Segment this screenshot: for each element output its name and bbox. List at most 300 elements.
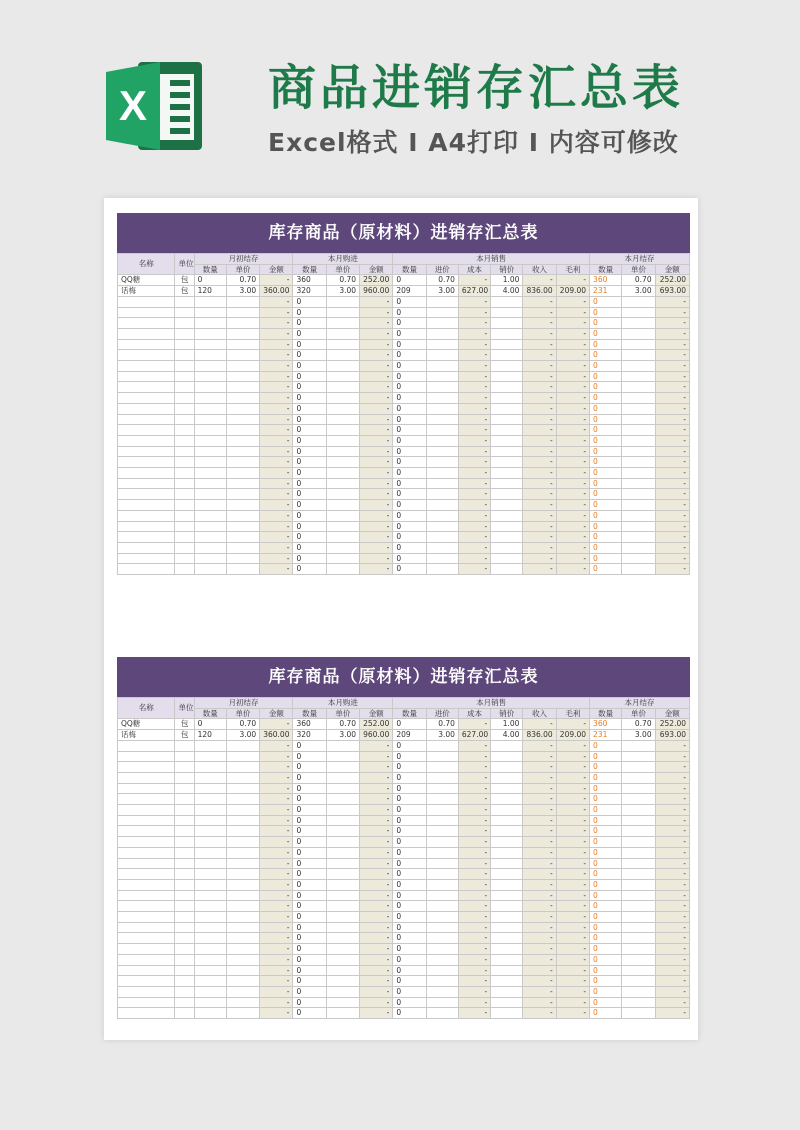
table-cell[interactable]: [118, 944, 175, 955]
table-cell[interactable]: -: [523, 879, 556, 890]
table-cell[interactable]: -: [360, 318, 393, 329]
table-cell[interactable]: 0: [393, 740, 426, 751]
table-cell[interactable]: -: [523, 890, 556, 901]
table-cell[interactable]: [226, 457, 259, 468]
table-cell[interactable]: -: [556, 869, 589, 880]
table-cell[interactable]: -: [523, 772, 556, 783]
table-cell[interactable]: -: [556, 783, 589, 794]
table-cell[interactable]: [194, 837, 226, 848]
table-cell[interactable]: [426, 553, 458, 564]
table-cell[interactable]: [175, 296, 194, 307]
table-cell[interactable]: [326, 901, 359, 912]
table-cell[interactable]: 1.00: [491, 719, 523, 730]
table-cell[interactable]: [426, 954, 458, 965]
table-cell[interactable]: -: [523, 478, 556, 489]
table-cell[interactable]: -: [523, 965, 556, 976]
table-cell[interactable]: -: [260, 328, 293, 339]
table-cell[interactable]: 252.00: [655, 275, 689, 286]
table-cell[interactable]: -: [523, 944, 556, 955]
table-cell[interactable]: [118, 393, 175, 404]
table-cell[interactable]: -: [360, 965, 393, 976]
table-cell[interactable]: -: [523, 922, 556, 933]
table-cell[interactable]: [175, 847, 194, 858]
table-cell[interactable]: -: [556, 553, 589, 564]
table-cell[interactable]: [226, 553, 259, 564]
table-cell[interactable]: 0: [393, 944, 426, 955]
table-cell[interactable]: -: [655, 307, 689, 318]
table-cell[interactable]: [491, 847, 523, 858]
table-cell[interactable]: 0: [293, 361, 326, 372]
table-cell[interactable]: [426, 532, 458, 543]
table-cell[interactable]: 836.00: [523, 286, 556, 297]
table-cell[interactable]: -: [360, 361, 393, 372]
table-cell[interactable]: [226, 403, 259, 414]
table-cell[interactable]: -: [458, 858, 490, 869]
table-cell[interactable]: 0: [293, 307, 326, 318]
table-cell[interactable]: -: [458, 890, 490, 901]
table-cell[interactable]: [194, 478, 226, 489]
table-cell[interactable]: -: [360, 772, 393, 783]
table-cell[interactable]: -: [260, 425, 293, 436]
table-cell[interactable]: [426, 403, 458, 414]
table-cell[interactable]: 包: [175, 719, 194, 730]
table-cell[interactable]: 0: [293, 371, 326, 382]
table-cell[interactable]: [194, 965, 226, 976]
table-cell[interactable]: 0: [590, 805, 622, 816]
table-cell[interactable]: -: [360, 954, 393, 965]
table-cell[interactable]: -: [458, 772, 490, 783]
table-cell[interactable]: 话梅: [118, 286, 175, 297]
table-cell[interactable]: -: [556, 997, 589, 1008]
table-cell[interactable]: -: [458, 901, 490, 912]
table-cell[interactable]: [426, 901, 458, 912]
table-cell[interactable]: 话梅: [118, 730, 175, 741]
table-cell[interactable]: [622, 296, 655, 307]
table-cell[interactable]: [194, 307, 226, 318]
table-cell[interactable]: [326, 922, 359, 933]
table-cell[interactable]: [326, 805, 359, 816]
table-cell[interactable]: [194, 944, 226, 955]
table-cell[interactable]: -: [360, 339, 393, 350]
table-cell[interactable]: 360: [590, 275, 622, 286]
table-cell[interactable]: -: [556, 318, 589, 329]
table-cell[interactable]: [426, 762, 458, 773]
table-cell[interactable]: -: [458, 794, 490, 805]
table-cell[interactable]: -: [260, 751, 293, 762]
table-cell[interactable]: [226, 740, 259, 751]
table-cell[interactable]: -: [523, 510, 556, 521]
table-cell[interactable]: -: [458, 805, 490, 816]
table-cell[interactable]: [326, 837, 359, 848]
table-cell[interactable]: [226, 382, 259, 393]
table-cell[interactable]: -: [655, 425, 689, 436]
table-cell[interactable]: 0: [590, 922, 622, 933]
table-cell[interactable]: 0: [393, 500, 426, 511]
table-cell[interactable]: 0: [393, 318, 426, 329]
table-cell[interactable]: [175, 986, 194, 997]
table-cell[interactable]: 0: [393, 954, 426, 965]
table-cell[interactable]: [622, 414, 655, 425]
table-cell[interactable]: -: [556, 393, 589, 404]
table-cell[interactable]: 0: [293, 912, 326, 923]
table-cell[interactable]: 0: [590, 553, 622, 564]
table-cell[interactable]: [426, 794, 458, 805]
table-cell[interactable]: [326, 478, 359, 489]
table-cell[interactable]: [326, 361, 359, 372]
table-cell[interactable]: [326, 740, 359, 751]
table-cell[interactable]: [326, 435, 359, 446]
table-cell[interactable]: [194, 751, 226, 762]
table-cell[interactable]: [118, 976, 175, 987]
table-cell[interactable]: 0: [293, 805, 326, 816]
table-cell[interactable]: -: [458, 350, 490, 361]
table-cell[interactable]: -: [360, 815, 393, 826]
table-cell[interactable]: [194, 532, 226, 543]
table-cell[interactable]: [326, 954, 359, 965]
table-cell[interactable]: 0: [393, 965, 426, 976]
table-cell[interactable]: [491, 954, 523, 965]
table-cell[interactable]: [118, 350, 175, 361]
table-cell[interactable]: 0: [590, 837, 622, 848]
table-cell[interactable]: -: [458, 564, 490, 575]
table-cell[interactable]: -: [260, 393, 293, 404]
table-cell[interactable]: -: [556, 933, 589, 944]
table-cell[interactable]: [118, 489, 175, 500]
table-cell[interactable]: [426, 922, 458, 933]
table-cell[interactable]: 0: [293, 869, 326, 880]
table-cell[interactable]: 0.70: [226, 719, 259, 730]
table-cell[interactable]: -: [523, 328, 556, 339]
table-cell[interactable]: -: [360, 944, 393, 955]
table-cell[interactable]: [194, 858, 226, 869]
table-cell[interactable]: -: [655, 965, 689, 976]
table-cell[interactable]: [622, 815, 655, 826]
table-cell[interactable]: -: [655, 478, 689, 489]
table-cell[interactable]: -: [260, 382, 293, 393]
table-cell[interactable]: 0: [293, 879, 326, 890]
table-cell[interactable]: QQ糖: [118, 275, 175, 286]
table-cell[interactable]: [118, 521, 175, 532]
table-cell[interactable]: -: [523, 762, 556, 773]
table-cell[interactable]: [226, 350, 259, 361]
table-cell[interactable]: [226, 564, 259, 575]
table-cell[interactable]: [226, 933, 259, 944]
table-cell[interactable]: -: [458, 500, 490, 511]
table-cell[interactable]: -: [260, 478, 293, 489]
table-cell[interactable]: [326, 350, 359, 361]
table-cell[interactable]: [622, 478, 655, 489]
table-cell[interactable]: [226, 500, 259, 511]
table-cell[interactable]: [326, 890, 359, 901]
table-cell[interactable]: [118, 772, 175, 783]
table-cell[interactable]: [426, 318, 458, 329]
table-cell[interactable]: 0: [393, 976, 426, 987]
table-cell[interactable]: [622, 965, 655, 976]
table-cell[interactable]: [175, 912, 194, 923]
table-cell[interactable]: -: [260, 740, 293, 751]
table-cell[interactable]: [491, 446, 523, 457]
table-cell[interactable]: 252.00: [655, 719, 689, 730]
table-cell[interactable]: 0: [293, 478, 326, 489]
table-cell[interactable]: 0: [590, 350, 622, 361]
table-cell[interactable]: [491, 296, 523, 307]
table-cell[interactable]: -: [655, 858, 689, 869]
table-cell[interactable]: 0.70: [622, 719, 655, 730]
table-cell[interactable]: [426, 339, 458, 350]
table-cell[interactable]: 209.00: [556, 730, 589, 741]
table-cell[interactable]: [622, 328, 655, 339]
table-cell[interactable]: [226, 1008, 259, 1019]
table-cell[interactable]: 0: [590, 826, 622, 837]
table-cell[interactable]: -: [360, 837, 393, 848]
table-cell[interactable]: 0: [590, 933, 622, 944]
table-cell[interactable]: [426, 446, 458, 457]
table-cell[interactable]: 0: [393, 446, 426, 457]
table-cell[interactable]: [118, 986, 175, 997]
table-cell[interactable]: -: [523, 275, 556, 286]
table-cell[interactable]: 120: [194, 730, 226, 741]
table-cell[interactable]: [194, 901, 226, 912]
table-cell[interactable]: [491, 425, 523, 436]
table-cell[interactable]: 0: [590, 489, 622, 500]
table-cell[interactable]: 4.00: [491, 286, 523, 297]
table-cell[interactable]: -: [458, 307, 490, 318]
table-cell[interactable]: [175, 815, 194, 826]
table-cell[interactable]: 0: [393, 772, 426, 783]
table-cell[interactable]: [491, 564, 523, 575]
table-cell[interactable]: [194, 296, 226, 307]
table-cell[interactable]: [175, 901, 194, 912]
table-cell[interactable]: [175, 997, 194, 1008]
table-cell[interactable]: [426, 965, 458, 976]
table-cell[interactable]: [175, 740, 194, 751]
table-cell[interactable]: -: [260, 510, 293, 521]
table-cell[interactable]: [326, 393, 359, 404]
table-cell[interactable]: -: [260, 815, 293, 826]
table-cell[interactable]: -: [260, 944, 293, 955]
table-cell[interactable]: [622, 997, 655, 1008]
table-cell[interactable]: -: [260, 890, 293, 901]
table-cell[interactable]: [118, 762, 175, 773]
table-cell[interactable]: -: [655, 794, 689, 805]
table-cell[interactable]: -: [260, 837, 293, 848]
table-cell[interactable]: [426, 976, 458, 987]
table-cell[interactable]: -: [260, 403, 293, 414]
table-cell[interactable]: [491, 382, 523, 393]
table-cell[interactable]: [622, 339, 655, 350]
table-cell[interactable]: -: [360, 478, 393, 489]
table-cell[interactable]: -: [556, 350, 589, 361]
table-cell[interactable]: 0: [293, 350, 326, 361]
table-cell[interactable]: 0: [393, 457, 426, 468]
table-cell[interactable]: [194, 328, 226, 339]
table-cell[interactable]: 0: [293, 446, 326, 457]
table-cell[interactable]: [426, 489, 458, 500]
table-cell[interactable]: 0: [293, 858, 326, 869]
table-cell[interactable]: 0: [590, 890, 622, 901]
table-cell[interactable]: -: [523, 901, 556, 912]
table-cell[interactable]: -: [360, 435, 393, 446]
table-cell[interactable]: 0: [590, 382, 622, 393]
table-cell[interactable]: -: [360, 751, 393, 762]
table-cell[interactable]: [175, 794, 194, 805]
table-cell[interactable]: [491, 762, 523, 773]
table-cell[interactable]: 0: [293, 847, 326, 858]
table-cell[interactable]: -: [556, 521, 589, 532]
table-cell[interactable]: 0: [293, 296, 326, 307]
table-cell[interactable]: -: [556, 719, 589, 730]
table-cell[interactable]: 320: [293, 286, 326, 297]
table-cell[interactable]: [226, 414, 259, 425]
table-cell[interactable]: 252.00: [360, 275, 393, 286]
table-cell[interactable]: -: [556, 510, 589, 521]
table-cell[interactable]: -: [458, 542, 490, 553]
table-cell[interactable]: -: [458, 553, 490, 564]
table-cell[interactable]: [426, 542, 458, 553]
table-cell[interactable]: -: [360, 532, 393, 543]
table-cell[interactable]: [426, 772, 458, 783]
table-cell[interactable]: [175, 468, 194, 479]
table-cell[interactable]: [194, 954, 226, 965]
table-cell[interactable]: 0: [393, 521, 426, 532]
table-cell[interactable]: -: [523, 869, 556, 880]
table-cell[interactable]: -: [523, 751, 556, 762]
table-cell[interactable]: -: [556, 954, 589, 965]
table-cell[interactable]: [326, 815, 359, 826]
table-cell[interactable]: -: [360, 794, 393, 805]
table-cell[interactable]: 0: [393, 890, 426, 901]
table-cell[interactable]: [118, 890, 175, 901]
table-cell[interactable]: 0: [393, 435, 426, 446]
table-cell[interactable]: [226, 815, 259, 826]
table-cell[interactable]: [491, 965, 523, 976]
table-cell[interactable]: [326, 307, 359, 318]
table-cell[interactable]: 0: [293, 489, 326, 500]
table-cell[interactable]: [194, 361, 226, 372]
table-cell[interactable]: -: [556, 976, 589, 987]
table-cell[interactable]: [118, 783, 175, 794]
table-cell[interactable]: [622, 976, 655, 987]
table-cell[interactable]: [226, 772, 259, 783]
table-cell[interactable]: 0: [293, 403, 326, 414]
table-cell[interactable]: [175, 772, 194, 783]
table-cell[interactable]: [326, 318, 359, 329]
table-cell[interactable]: [175, 521, 194, 532]
table-cell[interactable]: [226, 762, 259, 773]
table-cell[interactable]: -: [523, 339, 556, 350]
table-cell[interactable]: [118, 425, 175, 436]
table-cell[interactable]: 0: [393, 879, 426, 890]
table-cell[interactable]: -: [458, 933, 490, 944]
table-cell[interactable]: -: [458, 532, 490, 543]
table-cell[interactable]: [426, 371, 458, 382]
table-cell[interactable]: 3.00: [622, 286, 655, 297]
table-cell[interactable]: [622, 553, 655, 564]
table-cell[interactable]: -: [556, 1008, 589, 1019]
table-cell[interactable]: 0: [293, 564, 326, 575]
table-cell[interactable]: -: [360, 976, 393, 987]
table-cell[interactable]: -: [458, 912, 490, 923]
table-cell[interactable]: 0: [590, 521, 622, 532]
table-cell[interactable]: [118, 328, 175, 339]
table-cell[interactable]: [118, 553, 175, 564]
table-cell[interactable]: [326, 553, 359, 564]
table-cell[interactable]: 836.00: [523, 730, 556, 741]
table-cell[interactable]: -: [556, 751, 589, 762]
table-cell[interactable]: [194, 772, 226, 783]
table-cell[interactable]: [118, 446, 175, 457]
table-cell[interactable]: -: [655, 489, 689, 500]
table-cell[interactable]: [491, 826, 523, 837]
table-cell[interactable]: [175, 339, 194, 350]
table-cell[interactable]: -: [523, 805, 556, 816]
table-cell[interactable]: [175, 933, 194, 944]
table-cell[interactable]: [118, 403, 175, 414]
table-cell[interactable]: -: [260, 564, 293, 575]
table-cell[interactable]: -: [523, 425, 556, 436]
table-cell[interactable]: -: [655, 944, 689, 955]
table-cell[interactable]: [175, 965, 194, 976]
table-cell[interactable]: -: [556, 542, 589, 553]
table-cell[interactable]: [326, 382, 359, 393]
table-cell[interactable]: 0: [293, 794, 326, 805]
table-cell[interactable]: [226, 307, 259, 318]
table-cell[interactable]: 693.00: [655, 286, 689, 297]
table-cell[interactable]: -: [556, 307, 589, 318]
table-cell[interactable]: [426, 869, 458, 880]
table-cell[interactable]: 0: [590, 740, 622, 751]
table-cell[interactable]: [326, 772, 359, 783]
table-cell[interactable]: 627.00: [458, 730, 490, 741]
table-cell[interactable]: 360.00: [260, 730, 293, 741]
table-cell[interactable]: -: [260, 318, 293, 329]
table-cell[interactable]: [326, 794, 359, 805]
table-cell[interactable]: -: [523, 532, 556, 543]
table-cell[interactable]: [622, 805, 655, 816]
table-cell[interactable]: [326, 762, 359, 773]
table-cell[interactable]: 0: [293, 500, 326, 511]
table-cell[interactable]: [491, 468, 523, 479]
table-cell[interactable]: -: [260, 339, 293, 350]
table-cell[interactable]: -: [458, 425, 490, 436]
table-cell[interactable]: [194, 339, 226, 350]
table-cell[interactable]: [118, 826, 175, 837]
table-cell[interactable]: [226, 318, 259, 329]
table-cell[interactable]: -: [655, 521, 689, 532]
table-cell[interactable]: 0: [590, 564, 622, 575]
table-cell[interactable]: -: [655, 837, 689, 848]
table-cell[interactable]: 252.00: [360, 719, 393, 730]
table-cell[interactable]: -: [360, 805, 393, 816]
table-cell[interactable]: 0: [393, 762, 426, 773]
table-cell[interactable]: [426, 826, 458, 837]
table-cell[interactable]: 627.00: [458, 286, 490, 297]
table-cell[interactable]: [491, 414, 523, 425]
table-cell[interactable]: [175, 879, 194, 890]
table-cell[interactable]: -: [360, 1008, 393, 1019]
table-cell[interactable]: 3.00: [226, 730, 259, 741]
table-cell[interactable]: [194, 414, 226, 425]
table-cell[interactable]: -: [260, 922, 293, 933]
table-cell[interactable]: [226, 361, 259, 372]
table-cell[interactable]: -: [260, 361, 293, 372]
table-cell[interactable]: [491, 489, 523, 500]
table-cell[interactable]: [194, 997, 226, 1008]
table-cell[interactable]: 0: [590, 414, 622, 425]
table-cell[interactable]: 0: [293, 468, 326, 479]
table-cell[interactable]: -: [458, 361, 490, 372]
table-cell[interactable]: -: [260, 933, 293, 944]
